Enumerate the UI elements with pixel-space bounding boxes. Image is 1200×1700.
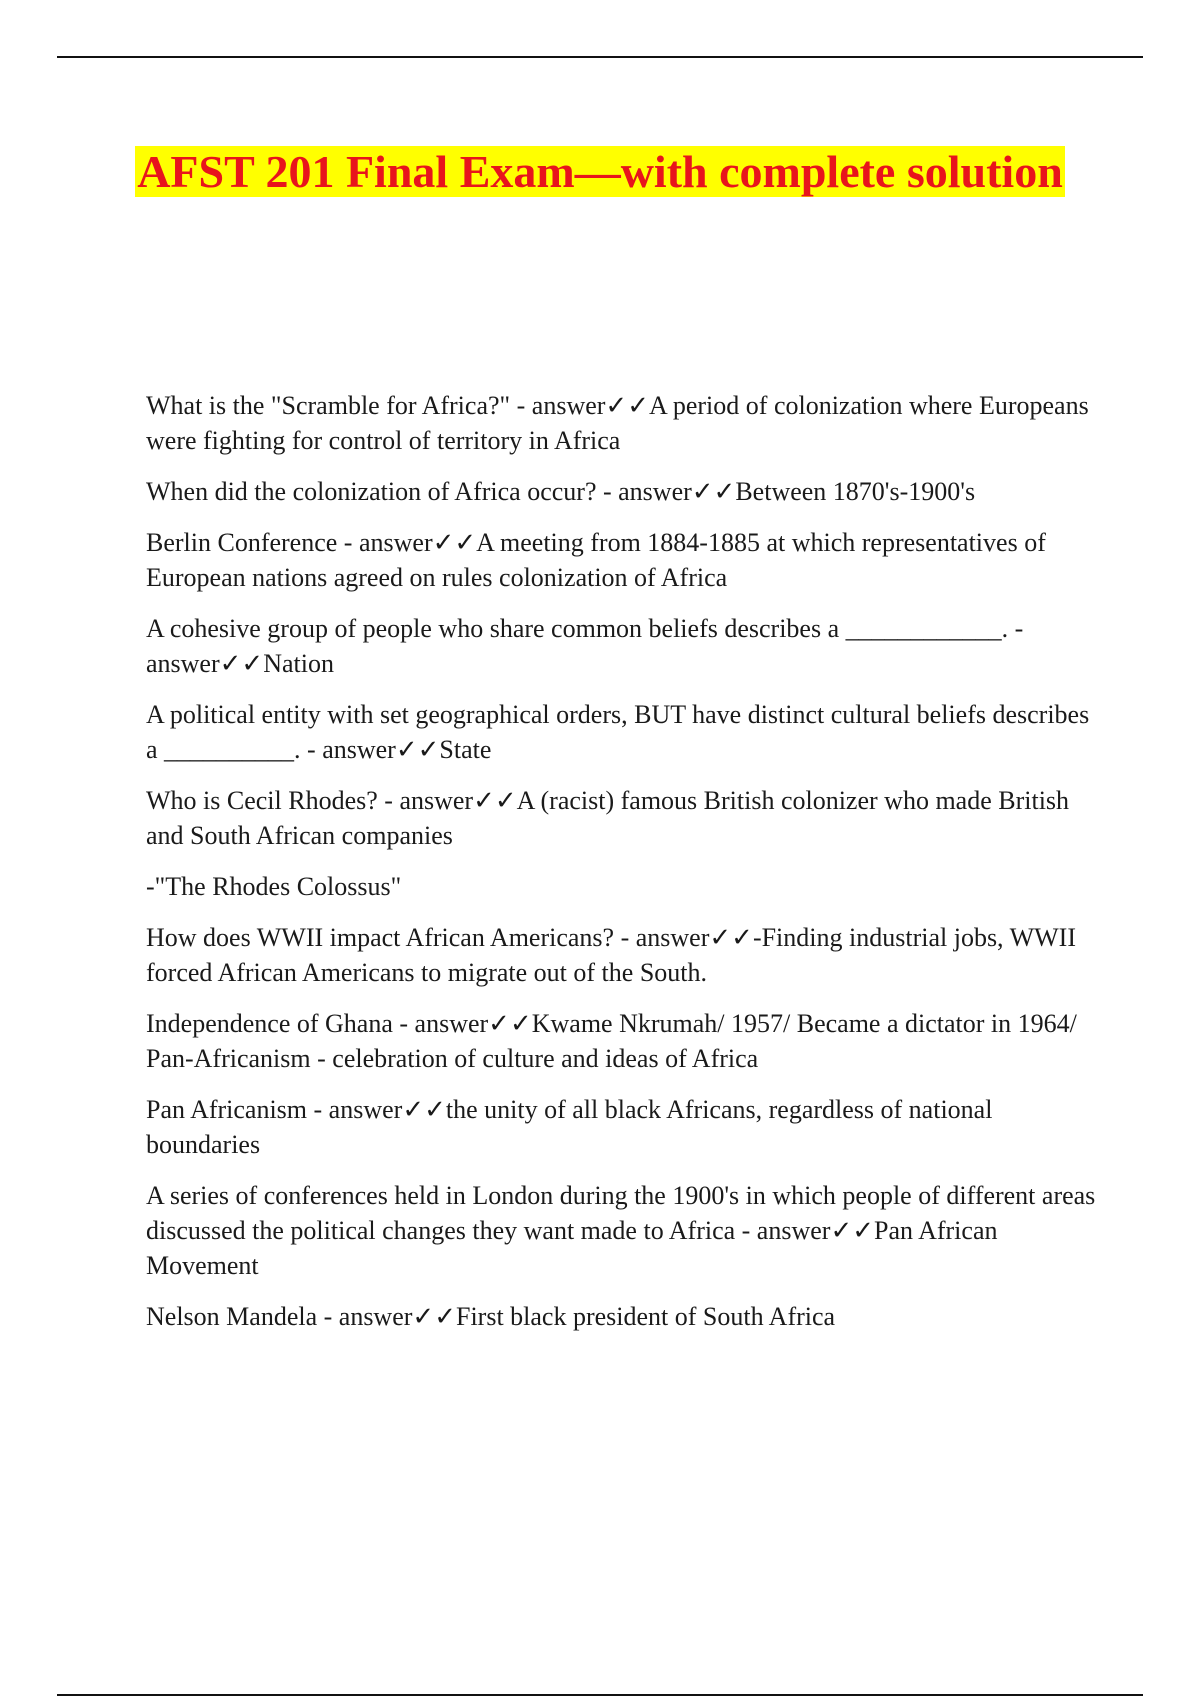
qa-question: Independence of Ghana - answer✓✓	[146, 1009, 532, 1038]
qa-question: A political entity with set geographical orders, BUT have distinct cultural beliefs describes a __________. - answer✓✓	[146, 700, 1090, 764]
qa-answer: Kwame Nkrumah/ 1957/ Became a dictator in 1964/ Pan-Africanism - celebration of culture and ideas of Africa	[146, 1009, 1077, 1073]
qa-item	[146, 611, 1096, 681]
top-rule	[57, 56, 1143, 58]
qa-answer: A period of colonization where Europeans were fighting for control of territory in Africa	[146, 391, 1089, 455]
qa-answer: -"The Rhodes Colossus"	[146, 872, 402, 901]
qa-list	[146, 388, 1096, 1350]
qa-answer: A meeting from 1884-1885 at which representatives of European nations agreed on rules colonization of Africa	[146, 528, 1046, 592]
qa-answer: First black president of South Africa	[455, 1302, 836, 1331]
qa-item	[146, 525, 1096, 595]
qa-item	[146, 1092, 1096, 1162]
qa-question: Who is Cecil Rhodes? - answer✓✓	[146, 786, 517, 815]
qa-answer: Pan African Movement	[146, 1216, 998, 1280]
qa-item	[146, 1006, 1096, 1076]
qa-answer: State	[439, 735, 492, 764]
qa-question: How does WWII impact African Americans? - answer✓✓	[146, 923, 753, 952]
qa-item	[146, 920, 1096, 990]
title-block	[0, 144, 1200, 200]
document-title: AFST 201 Final Exam—with complete solution	[137, 146, 1063, 197]
qa-item	[146, 697, 1096, 767]
qa-question: When did the colonization of Africa occur? - answer✓✓	[146, 477, 736, 506]
qa-answer: the unity of all black Africans, regardless of national boundaries	[146, 1095, 993, 1159]
qa-question: Pan Africanism - answer✓✓	[146, 1095, 446, 1124]
qa-answer: Nation	[263, 649, 334, 678]
qa-answer: Between 1870's-1900's	[735, 477, 976, 506]
qa-answer: A (racist) famous British colonizer who made British and South African companies	[146, 786, 1070, 850]
qa-item	[146, 474, 1096, 509]
qa-question: Nelson Mandela - answer✓✓	[146, 1302, 456, 1331]
qa-item	[146, 1299, 1096, 1334]
qa-item	[146, 783, 1096, 853]
qa-question: A series of conferences held in London during the 1900's in which people of different areas discussed the political changes they want made to Africa - answer✓✓	[146, 1181, 1096, 1245]
bottom-rule	[57, 1694, 1143, 1696]
qa-question: A cohesive group of people who share common beliefs describes a ____________. - answer✓✓	[146, 614, 1024, 678]
qa-item	[146, 869, 1096, 904]
qa-answer: -Finding industrial jobs, WWII forced African Americans to migrate out of the South.	[146, 923, 1076, 987]
qa-item	[146, 388, 1096, 458]
qa-item	[146, 1178, 1096, 1283]
qa-question: Berlin Conference - answer✓✓	[146, 528, 477, 557]
qa-question: What is the "Scramble for Africa?" - answer✓✓	[146, 391, 650, 420]
